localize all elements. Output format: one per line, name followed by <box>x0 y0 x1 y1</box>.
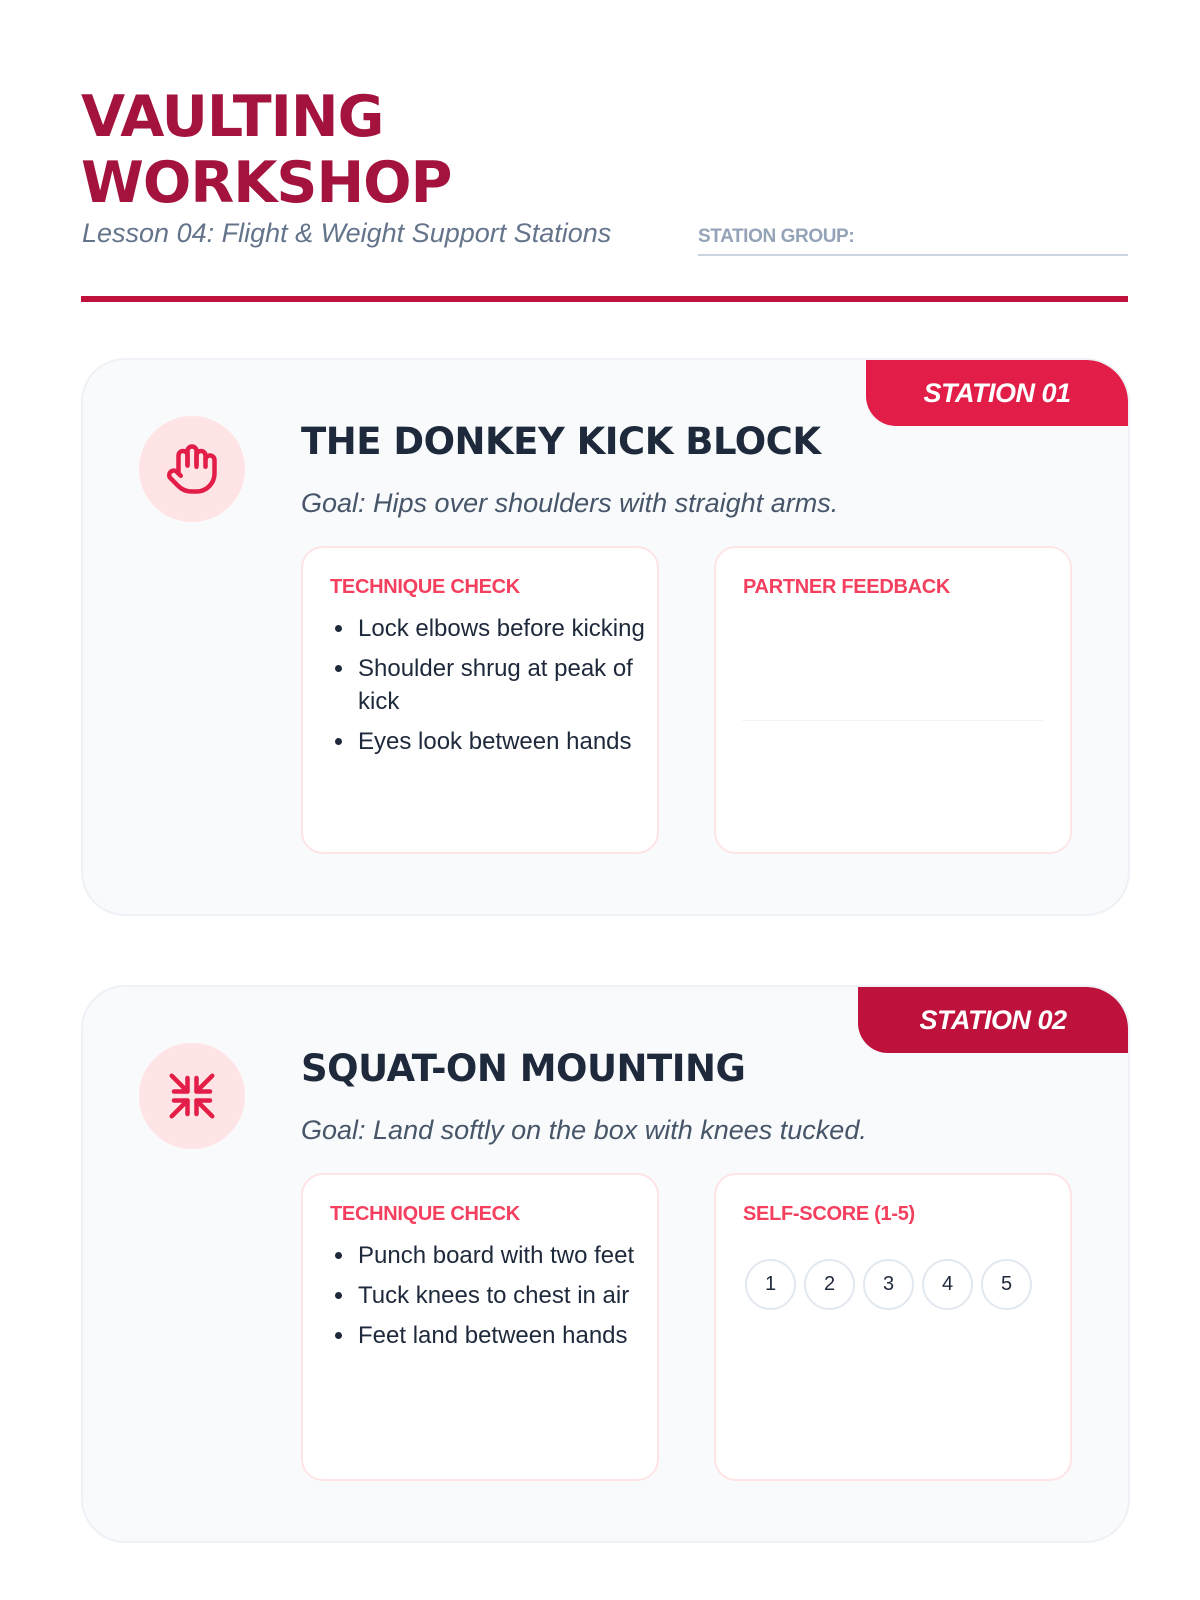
station-badge: STATION 02 <box>858 987 1128 1053</box>
header-divider <box>81 296 1128 302</box>
list-item: • Lock elbows before kicking <box>356 612 666 645</box>
station-group-field[interactable] <box>698 226 1128 256</box>
partner-feedback-panel[interactable] <box>714 546 1072 854</box>
score-option-4[interactable]: 4 <box>922 1259 973 1310</box>
score-option-2[interactable]: 2 <box>804 1259 855 1310</box>
list-item: • Shoulder shrug at peak of kick <box>356 652 666 718</box>
list-item: • Feet land between hands <box>356 1319 666 1352</box>
technique-check-panel <box>301 546 659 854</box>
technique-check-label: TECHNIQUE CHECK <box>330 1203 520 1225</box>
station-goal: Goal: Hips over shoulders with straight arms. <box>301 488 839 518</box>
title-line-1: VAULTING <box>81 84 384 150</box>
technique-checklist <box>330 612 666 765</box>
score-option-1[interactable]: 1 <box>745 1259 796 1310</box>
score-option-5[interactable]: 5 <box>981 1259 1032 1310</box>
hand-icon <box>139 416 245 522</box>
technique-check-panel <box>301 1173 659 1481</box>
title-line-2: WORKSHOP <box>81 150 452 216</box>
page-title <box>81 84 451 216</box>
minimize-arrows-icon <box>139 1043 245 1149</box>
list-item: • Punch board with two feet <box>356 1239 666 1272</box>
self-score-panel <box>714 1173 1072 1481</box>
score-option-3[interactable]: 3 <box>863 1259 914 1310</box>
technique-checklist <box>330 1239 666 1359</box>
station-title: SQUAT-ON MOUNTING <box>301 1047 746 1090</box>
list-item: • Tuck knees to chest in air <box>356 1279 666 1312</box>
station-badge: STATION 01 <box>866 360 1128 426</box>
technique-check-label: TECHNIQUE CHECK <box>330 576 520 598</box>
lesson-subtitle: Lesson 04: Flight & Weight Support Stations <box>82 218 612 248</box>
feedback-writing-line <box>742 720 1044 721</box>
self-score-options <box>745 1259 1032 1310</box>
list-item: • Eyes look between hands <box>356 725 666 758</box>
self-score-label: SELF-SCORE (1-5) <box>743 1203 915 1225</box>
station-card-2 <box>81 985 1130 1543</box>
station-title: THE DONKEY KICK BLOCK <box>301 420 821 463</box>
station-goal: Goal: Land softly on the box with knees tucked. <box>301 1115 867 1145</box>
station-card-1 <box>81 358 1130 916</box>
station-group-label: STATION GROUP: <box>698 226 855 247</box>
partner-feedback-label: PARTNER FEEDBACK <box>743 576 951 598</box>
